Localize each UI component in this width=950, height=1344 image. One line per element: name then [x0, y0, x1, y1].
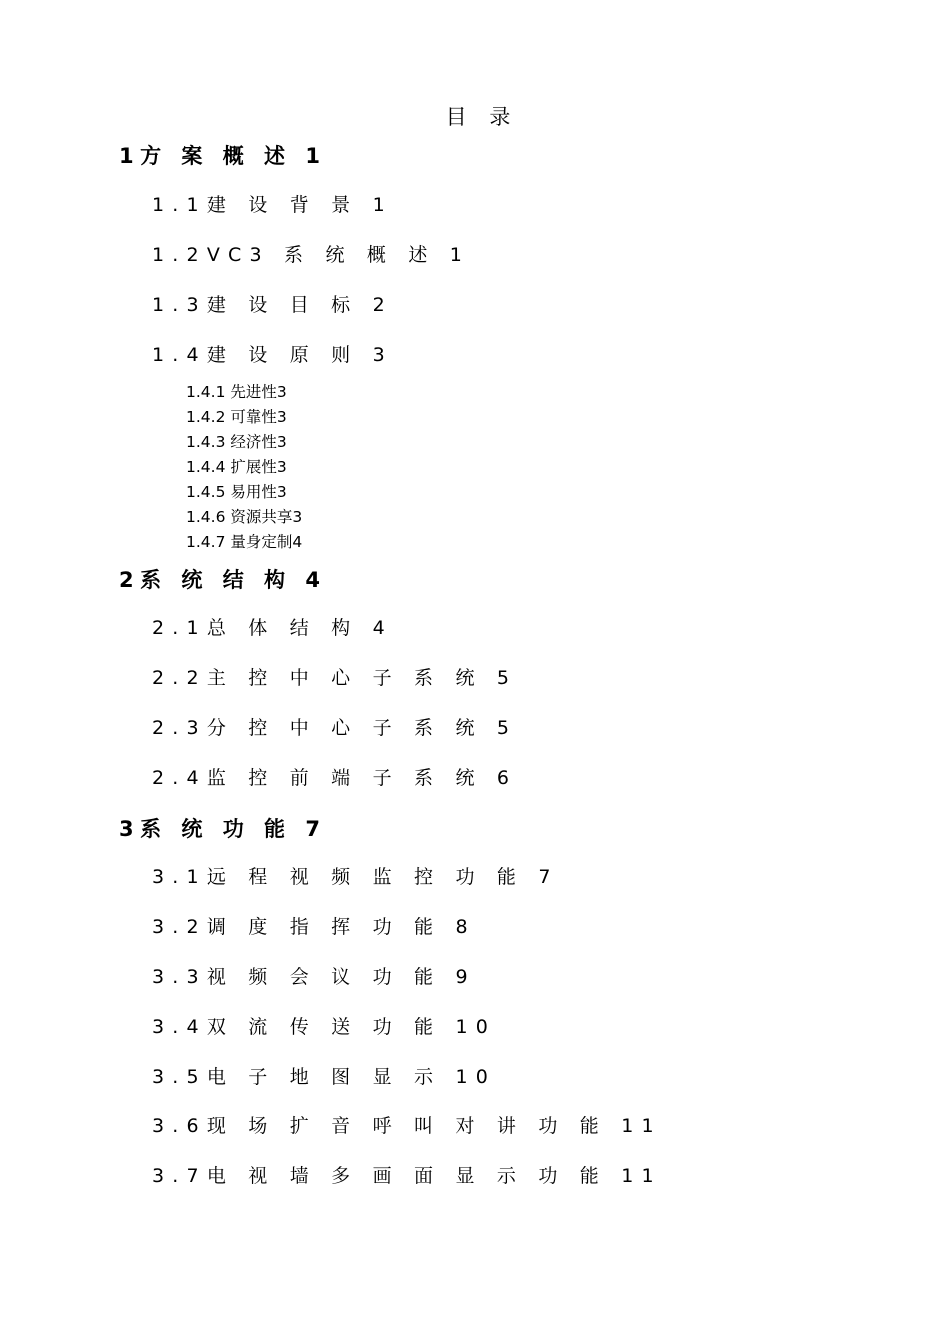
toc-entry-1-4: 1.4建 设 原 则 3: [152, 344, 393, 366]
toc-entry-1-4-1: 1.4.1 先进性3: [186, 383, 287, 401]
toc-entry-chapter-1: 1方 案 概 述 1: [119, 144, 327, 168]
toc-entry-2-4: 2.4监 控 前 端 子 系 统 6: [152, 767, 518, 789]
toc-entry-3-6: 3.6现 场 扩 音 呼 叫 对 讲 功 能 11: [152, 1115, 662, 1137]
toc-entry-3-4: 3.4双 流 传 送 功 能 10: [152, 1016, 497, 1038]
toc-entry-1-4-2: 1.4.2 可靠性3: [186, 408, 287, 426]
toc-entry-1-2: 1.2VC3 系 统 概 述 1: [152, 244, 471, 266]
toc-entry-3-1: 3.1远 程 视 频 监 控 功 能 7: [152, 866, 559, 888]
toc-title: 目 录: [445, 105, 519, 129]
toc-entry-1-4-7: 1.4.7 量身定制4: [186, 533, 303, 551]
toc-entry-3-7: 3.7电 视 墙 多 画 面 显 示 功 能 11: [152, 1165, 662, 1187]
toc-entry-1-4-6: 1.4.6 资源共享3: [186, 508, 303, 526]
toc-entry-1-4-5: 1.4.5 易用性3: [186, 483, 287, 501]
toc-entry-3-3: 3.3视 频 会 议 功 能 9: [152, 966, 476, 988]
toc-entry-2-1: 2.1总 体 结 构 4: [152, 617, 393, 639]
toc-entry-3-5: 3.5电 子 地 图 显 示 10: [152, 1066, 497, 1088]
toc-entry-1-4-4: 1.4.4 扩展性3: [186, 458, 287, 476]
toc-entry-chapter-2: 2系 统 结 构 4: [119, 568, 327, 592]
toc-entry-1-3: 1.3建 设 目 标 2: [152, 294, 393, 316]
toc-entry-chapter-3: 3系 统 功 能 7: [119, 817, 327, 841]
toc-entry-3-2: 3.2调 度 指 挥 功 能 8: [152, 916, 476, 938]
toc-entry-2-3: 2.3分 控 中 心 子 系 统 5: [152, 717, 518, 739]
toc-entry-1-1: 1.1建 设 背 景 1: [152, 194, 393, 216]
toc-entry-2-2: 2.2主 控 中 心 子 系 统 5: [152, 667, 518, 689]
toc-entry-1-4-3: 1.4.3 经济性3: [186, 433, 287, 451]
